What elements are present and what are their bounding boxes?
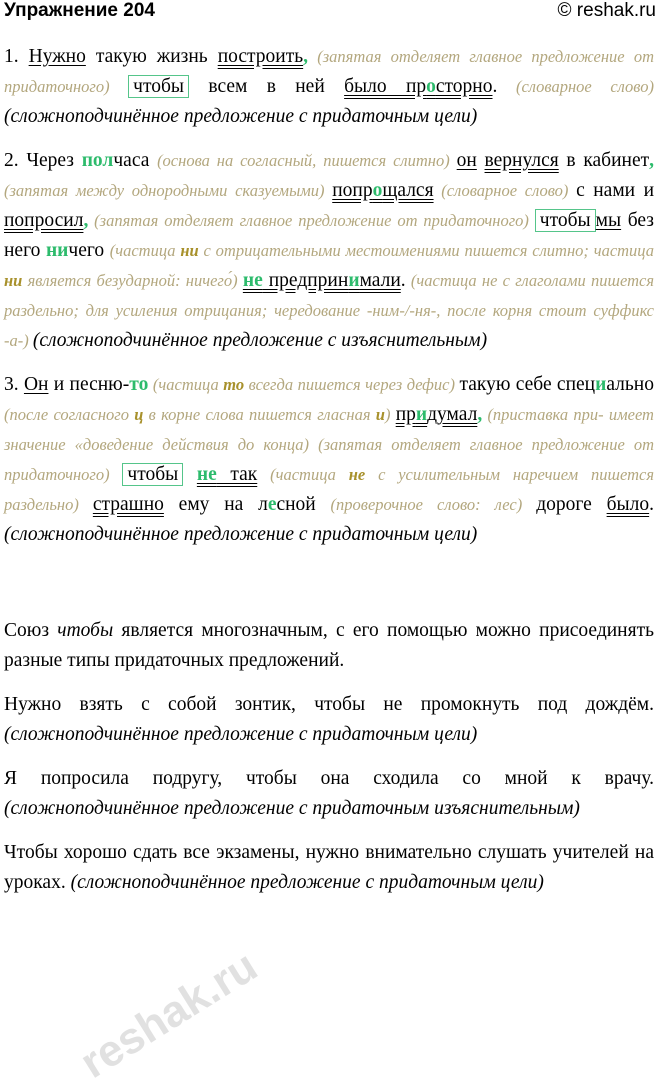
spacer <box>4 564 654 616</box>
subject-word: он <box>456 150 477 171</box>
sentence-1 <box>4 42 654 132</box>
comment: (словарное слово) <box>433 181 577 200</box>
highlight-particle: не <box>196 464 217 485</box>
text: так <box>216 464 258 485</box>
example-2 <box>4 764 654 824</box>
text: такую себе спец <box>459 374 596 395</box>
highlight-comma: , <box>477 404 483 425</box>
sentence-type: (сложноподчинённое предложение с изъяснительным) <box>32 330 488 351</box>
comment: в корне слова пишется гласная <box>143 405 376 424</box>
sentence-3 <box>4 370 654 550</box>
text: думал <box>427 404 478 425</box>
text: пр <box>395 404 416 425</box>
comment: (приставка при- имеет значение «доведение действия до конца) (запятая отделяет главное предложение от придаточного) <box>4 405 654 484</box>
comment: с усилительным наречием пишется раздельно) <box>4 465 655 514</box>
site-credit: © reshak.ru <box>557 0 656 21</box>
predicate-word: было <box>606 494 650 515</box>
text: щался <box>382 180 434 201</box>
highlight-prefix: пол <box>81 150 114 171</box>
example-1 <box>4 690 654 750</box>
highlight-comma: , <box>303 46 309 67</box>
predicate-word: Нужно <box>28 46 86 67</box>
sentence-type: (сложноподчинённое предложение с придаточным цели) <box>70 872 544 893</box>
highlight-letter: и <box>348 270 360 291</box>
exercise-content <box>4 42 654 912</box>
sentence-2 <box>4 146 654 356</box>
highlight-letter: и <box>415 404 428 425</box>
comment: является безударной: ничего́) <box>22 271 243 290</box>
sentence-type: (сложноподчинённое предложение с придаточным цели) <box>4 524 478 545</box>
text: сной <box>276 494 331 515</box>
sentence-type: (сложноподчинённое предложение с придаточным цели) <box>4 724 478 745</box>
text: мали <box>359 270 401 291</box>
subject-word: Он <box>23 374 49 395</box>
text: чего <box>68 240 110 261</box>
text: . <box>492 76 498 97</box>
comment: (частица <box>257 465 349 484</box>
subject-word: мы <box>595 210 622 231</box>
predicate-word: вернулся <box>484 150 559 171</box>
text: всем в ней <box>189 76 345 97</box>
sentence-number: 1. <box>4 46 19 67</box>
conjunction-note <box>4 616 654 676</box>
comment-emphasis: ни <box>180 241 199 260</box>
highlight-letter: о <box>426 76 436 97</box>
text: Через <box>18 150 82 171</box>
text: ему на л <box>163 494 268 515</box>
text <box>477 150 485 171</box>
text: в кабинет <box>558 150 650 171</box>
comment: (частица <box>148 375 224 394</box>
watermark: reshak.ru <box>71 941 266 1088</box>
comment-emphasis: не <box>348 465 366 484</box>
highlight-particle: не <box>242 270 263 291</box>
text: с нами и <box>576 180 654 201</box>
comment-emphasis: ц <box>134 405 144 424</box>
text: и песню- <box>48 374 130 395</box>
emphasis: чтобы <box>57 620 114 641</box>
text: попр <box>332 180 373 201</box>
text: Чтобы хорошо сдать все экзамены, нужно внимательно слушать учителей на уроках. <box>4 842 654 893</box>
highlight-particle: ни <box>45 240 69 261</box>
highlight-particle: то <box>129 374 149 395</box>
comment: (запятая между однородными сказуемыми) <box>4 181 333 200</box>
highlight-letter: о <box>372 180 383 201</box>
comment: ) <box>384 405 396 424</box>
text: является многозначным, с его помощью можно присоединять разные типы придаточных предложений. <box>4 620 654 671</box>
text: сторно <box>435 76 493 97</box>
comment: всегда пишется через дефис) <box>244 375 460 394</box>
comment: (проверочное слово: лес) <box>330 495 537 514</box>
comment-emphasis: и <box>375 405 385 424</box>
predicate-word: страшно <box>92 494 164 515</box>
comment: с отрицательными местоимениями пишется слитно; частица <box>198 241 655 260</box>
highlight-comma: , <box>649 150 654 171</box>
conjunction-box: чтобы <box>122 463 183 486</box>
text: предприн <box>262 270 349 291</box>
text: дороге <box>536 494 607 515</box>
comment: (запятая отделяет главное предложение от придаточного) <box>4 47 655 96</box>
conjunction-box: чтобы <box>128 75 189 98</box>
text: Я попросила подругу, чтобы она сходила со мной к врачу. <box>4 768 654 789</box>
text: без него <box>4 210 654 261</box>
text: Нужно взять с собой зонтик, чтобы не промокнуть под дождём. <box>4 694 654 715</box>
comment: (после согласного <box>4 405 135 424</box>
predicate-word: попросил <box>4 210 84 231</box>
highlight-letter: и <box>595 374 607 395</box>
text: . <box>649 494 654 515</box>
sentence-type: (сложноподчинённое предложение с придаточным изъяснительным) <box>4 798 580 819</box>
comment: (словарное слово) <box>497 77 654 96</box>
conjunction-box: чтобы <box>535 209 596 232</box>
comment: (частица <box>109 241 181 260</box>
highlight-letter: е <box>267 494 277 515</box>
text: такую жизнь <box>85 46 218 67</box>
text: было пр <box>344 76 427 97</box>
comment-emphasis: то <box>223 375 245 394</box>
comment-emphasis: ни <box>4 271 23 290</box>
page-header <box>0 0 660 26</box>
sentence-type: (сложноподчинённое предложение с придаточным цели) <box>4 106 478 127</box>
comment: (основа на согласный, пишется слитно) <box>157 151 457 170</box>
example-3 <box>4 838 654 898</box>
highlight-comma: , <box>83 210 89 231</box>
text: Союз <box>4 620 58 641</box>
exercise-title: Упражнение 204 <box>4 0 155 21</box>
comment: (запятая отделяет главное предложение от придаточного) <box>88 211 535 230</box>
text: ально <box>606 374 654 395</box>
comment: (частица не с глаголами пишется раздельно; для усиления отрицания; чередование -ним-/-ня-, после корня стоит суффикс -а-) <box>4 271 655 350</box>
text: . <box>400 270 406 291</box>
predicate-word: построить <box>217 46 304 67</box>
sentence-number: 3. <box>4 374 19 395</box>
sentence-number: 2. <box>4 150 19 171</box>
text: часа <box>113 150 158 171</box>
